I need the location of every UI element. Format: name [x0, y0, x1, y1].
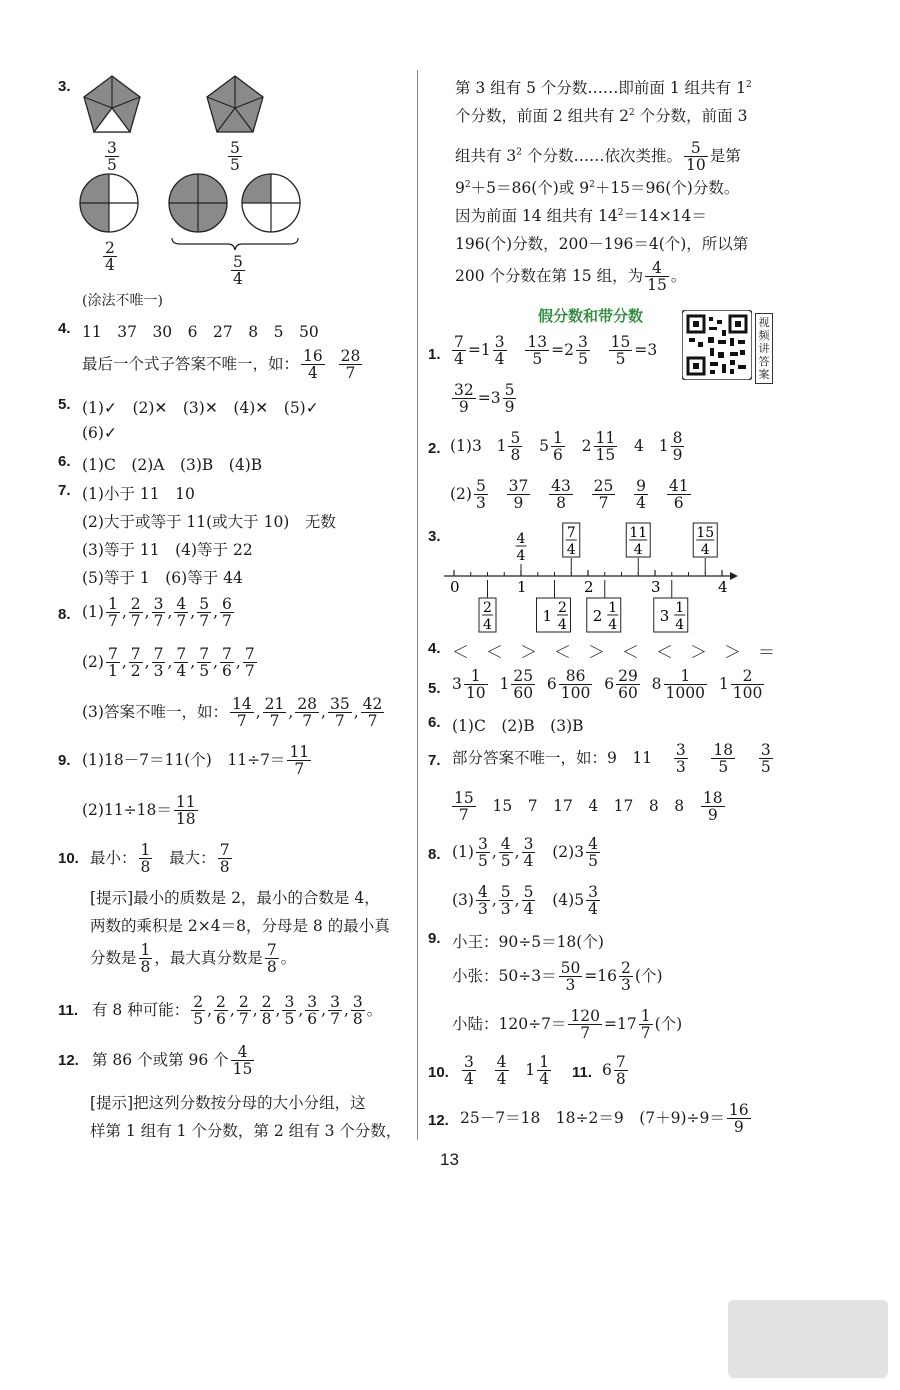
r-q12-number: 12.	[428, 1112, 449, 1129]
number-line-fraction	[674, 600, 685, 633]
number-line-fraction	[563, 523, 580, 558]
svg-text:2: 2	[558, 600, 567, 616]
r-q9-number: 9.	[428, 930, 441, 947]
frac-5-4: $\frac{5}{4}$	[233, 253, 243, 289]
fraction: $\frac{43}{8}$	[551, 477, 571, 513]
q12-number: 12.	[58, 1052, 79, 1069]
circle-2-4	[78, 172, 140, 234]
frac-2-4: $\frac{2}{4}$	[105, 239, 115, 275]
q7-l3: (3)等于 11 (4)等于 22	[82, 541, 253, 559]
q7-l4: (5)等于 1 (6)等于 44	[82, 569, 243, 587]
number-line-fraction	[479, 598, 496, 633]
circle-full	[167, 172, 229, 234]
frac-5-5: $\frac{5}{5}$	[230, 139, 240, 175]
q8-row2: (2) $\frac{7}{1}$ , $\frac{7}{2}$ , $\frac{7}{3}$ , $\frac{7}{4}$ , $\frac{7}{5}$ , $\frac{7}{6}$ , $\frac{7}{7}$	[82, 645, 255, 681]
q10-hint-l1: [提示]最小的质数是 2，最小的合数是 4，	[90, 889, 380, 907]
q6-number: 6.	[58, 453, 71, 470]
fraction: $\frac{7}{3}$	[153, 645, 164, 681]
fraction: $\frac{35}{7}$	[329, 695, 350, 731]
fraction: $\frac{28}{7}$	[297, 695, 318, 731]
fraction: $\frac{21}{7}$	[264, 695, 285, 731]
circle-1-4	[240, 172, 302, 234]
q5-line1: (1)✓ (2)✕ (3)✕ (4)✕ (5)✓	[82, 399, 319, 417]
fraction: $\frac{25}{7}$	[593, 477, 614, 513]
q11-number: 11.	[58, 1002, 79, 1019]
q4-values: 11 37 30 6 27 8 5 50	[82, 323, 319, 341]
r-q5-number: 5.	[428, 680, 441, 697]
number-line-fraction	[626, 523, 650, 558]
r-q9-l2: 小张：50÷3＝ $\frac{50}{3}$ =16 $\frac{2}{3}$ (个)	[452, 959, 663, 995]
q8-row3: (3)答案不唯一，如： $\frac{14}{7}$ , $\frac{21}{7}$ , $\frac{28}{7}$ , $\frac{35}{7}$ , $\frac{42}{7}$	[82, 695, 383, 731]
fraction: $\frac{14}{7}$	[231, 695, 252, 731]
number-line-fraction	[557, 600, 568, 633]
fraction: $\frac{2}{7}$	[130, 595, 141, 631]
tick-label: 3	[651, 578, 661, 596]
axis-arrow-icon	[730, 572, 738, 580]
fraction: $\frac{7}{2}$	[130, 645, 141, 681]
q7-number: 7.	[58, 482, 71, 499]
fraction: $\frac{7}{6}$	[222, 645, 232, 681]
q9-number: 9.	[58, 752, 71, 769]
r-cont-6: 196(个)分数，200－196＝4(个)，所以第	[455, 235, 749, 253]
brace	[170, 236, 300, 252]
svg-text:1: 1	[608, 600, 618, 616]
qr-code-icon[interactable]	[682, 310, 752, 380]
q9-l1: (1)18－7＝11(个) 11÷7＝ $\frac{11}{7}$	[82, 743, 310, 779]
fraction: $\frac{3}{5}$	[284, 993, 295, 1029]
fraction: $\frac{9}{4}$	[636, 477, 647, 513]
q6-text: (1)C (2)A (3)B (4)B	[82, 456, 263, 474]
q3-number: 3.	[58, 78, 71, 95]
r-q5-text: 3 $\frac{1}{10}$ 1 $\frac{25}{60}$ 6 $\frac{86}{100}$ 6 $\frac{29}{60}$ 8 $\frac{1}{1000}$ 1 $\frac{2}{100}$	[452, 667, 763, 703]
q5-line2: (6)✓	[82, 424, 117, 442]
r-q8-row2: (3) $\frac{4}{3}$ , $\frac{5}{3}$ , $\frac{5}{4}$ (4)5 $\frac{3}{4}$	[452, 883, 598, 919]
r-q3-number: 3.	[428, 528, 441, 545]
q9-l2: (2)11÷18＝ $\frac{11}{18}$	[82, 793, 196, 829]
fraction: $\frac{1}{7}$	[107, 595, 118, 631]
svg-text:4: 4	[675, 617, 685, 633]
r-cont-5: 因为前面 14 组共有 $14^2=14\times 14=$	[455, 207, 707, 225]
q12-hint-l1: [提示]把这列分数按分母的大小分组，这	[90, 1094, 366, 1112]
svg-text:4: 4	[608, 617, 618, 633]
q12-answer: 第 86 个或第 96 个 $\frac{4}{15}$	[92, 1043, 253, 1079]
fraction: $\frac{2}{6}$	[216, 993, 226, 1029]
r-q6-text: (1)C (2)B (3)B	[452, 717, 584, 735]
fraction: $\frac{4}{7}$	[176, 595, 187, 631]
fraction: $\frac{5}{7}$	[199, 595, 210, 631]
q10-hint-l3: 分数是 $\frac{1}{8}$ ，最大真分数是 $\frac{7}{8}$ 。	[90, 941, 297, 977]
q5-number: 5.	[58, 396, 71, 413]
svg-text:2: 2	[483, 600, 492, 616]
tick-label: 1	[517, 578, 527, 596]
tick-label: 2	[584, 578, 594, 596]
svg-text:11: 11	[629, 525, 648, 541]
tick-label: 0	[450, 578, 460, 596]
q8-number: 8.	[58, 606, 71, 623]
number-line-fraction	[607, 600, 618, 633]
column-divider	[417, 70, 418, 1140]
fraction: $\frac{7}{1}$	[107, 645, 118, 681]
svg-text:4: 4	[566, 542, 576, 558]
fraction: $\frac{5}{3}$	[475, 477, 486, 513]
r-q11-text: 6 $\frac{7}{8}$	[602, 1053, 626, 1089]
r-q8-row1: (1) $\frac{3}{5}$ , $\frac{4}{5}$ , $\frac{3}{4}$ (2)3 $\frac{4}{5}$	[452, 835, 598, 871]
r-cont-2: 个分数，前面 2 组共有 $2^2$ 个分数，前面 3	[455, 107, 748, 125]
mixed-whole: 1	[542, 607, 553, 625]
r-q9-l1: 小王：90÷5＝18(个)	[452, 933, 604, 951]
q3-note: (涂法不唯一)	[82, 293, 163, 309]
r-q7-row2: $\frac{15}{7}$ 15 7 17 4 17 8 8 $\frac{18}{9}$	[454, 789, 723, 825]
q7-l2: (2)大于或等于 11(或大于 10) 无数	[82, 513, 336, 531]
pentagon-3-5	[80, 72, 144, 138]
r-q1-row1: $\frac{7}{4}$ =1 $\frac{3}{4}$ $\frac{13}{5}$ =2 $\frac{3}{5}$ $\frac{15}{5}$ =3	[454, 333, 658, 369]
mixed-whole: 2	[592, 607, 603, 625]
page-number: 13	[440, 1150, 459, 1169]
fraction: $\frac{3}{7}$	[153, 595, 164, 631]
fraction: $\frac{41}{6}$	[668, 477, 689, 513]
number-line-fraction	[516, 531, 527, 564]
r-cont-3: 组共有 $3^2$ 个分数……依次类推。 $\frac{5}{10}$ 是第	[455, 139, 741, 175]
svg-text:4: 4	[633, 542, 643, 558]
frac-3-5: $\frac{3}{5}$	[107, 139, 117, 175]
svg-text:15: 15	[696, 525, 715, 541]
r-q4-text: ＜ ＜ ＞ ＜ ＞ ＜ ＜ ＞ ＞ ＝	[452, 643, 775, 663]
r-q9-l3: 小陆：120÷7＝ $\frac{120}{7}$ =17 $\frac{1}{7}$ (个)	[452, 1007, 683, 1043]
r-q6-number: 6.	[428, 714, 441, 731]
r-q7-row1: 部分答案不唯一，如：9 11 $\frac{3}{3}$ $\frac{18}{5}$ $\frac{3}{5}$	[452, 741, 771, 777]
tick-label: 4	[718, 578, 728, 596]
r-q1-row2: $\frac{32}{9}$ =3 $\frac{5}{9}$	[454, 381, 515, 417]
svg-text:1: 1	[675, 600, 685, 616]
fraction: $\frac{3}{8}$	[352, 993, 363, 1029]
r-q1-number: 1.	[428, 346, 441, 363]
number-line-fraction	[693, 523, 717, 558]
r-q12-text: 25－7＝18 18÷2＝9 (7＋9)÷9＝ $\frac{16}{9}$	[460, 1101, 749, 1137]
r-q10-text: $\frac{3}{4}$ $\frac{4}{4}$ 1 $\frac{1}{4}$	[464, 1053, 550, 1089]
r-q2-number: 2.	[428, 440, 441, 457]
r-q10-number: 10.	[428, 1064, 449, 1081]
q7-l1: (1)小于 11 10	[82, 485, 195, 503]
section-title: 假分数和带分数	[538, 307, 644, 325]
r-q7-number: 7.	[428, 752, 441, 769]
fraction: $\frac{7}{4}$	[176, 645, 187, 681]
fraction: $\frac{7}{5}$	[199, 645, 210, 681]
q4-line2: 最后一个式子答案不唯一，如： $\frac{16}{4}$ $\frac{28}{7}$	[82, 347, 361, 383]
svg-text:4: 4	[558, 617, 567, 633]
q10-answer: 最小： $\frac{1}{8}$ 最大： $\frac{7}{8}$	[90, 841, 230, 877]
svg-text:4: 4	[700, 542, 710, 558]
svg-text:7: 7	[566, 525, 576, 541]
svg-text:4: 4	[516, 548, 526, 564]
fraction: $\frac{37}{9}$	[508, 477, 529, 513]
r-cont-1: 第 3 组有 5 个分数……即前面 1 组共有 $1^2$	[455, 79, 752, 97]
fraction: $\frac{7}{7}$	[244, 645, 255, 681]
q4-number: 4.	[58, 320, 71, 337]
pentagon-5-5	[203, 72, 267, 138]
svg-text:4: 4	[516, 531, 526, 547]
r-q11-number: 11.	[572, 1064, 593, 1081]
r-q8-number: 8.	[428, 846, 441, 863]
q10-number: 10.	[58, 850, 79, 867]
q12-hint-l2: 样第 1 组有 1 个分数，第 2 组有 3 个分数，	[90, 1122, 402, 1140]
fraction: $\frac{3}{7}$	[330, 993, 340, 1029]
fraction: $\frac{3}{6}$	[307, 993, 318, 1029]
mixed-whole: 3	[659, 607, 670, 625]
fraction: $\frac{42}{7}$	[362, 695, 383, 731]
watermark-mark	[728, 1300, 888, 1378]
fraction: $\frac{2}{5}$	[193, 993, 204, 1029]
fraction: $\frac{2}{7}$	[238, 993, 249, 1029]
r-q2-row2: (2) $\frac{5}{3}$ $\frac{37}{9}$ $\frac{43}{8}$ $\frac{25}{7}$ $\frac{9}{4}$ $\frac{41}{6}$	[450, 477, 689, 513]
q8-row1: (1) $\frac{1}{7}$ , $\frac{2}{7}$ , $\frac{3}{7}$ , $\frac{4}{7}$ , $\frac{5}{7}$ , $\frac{6}{7}$	[82, 595, 232, 631]
fraction: $\frac{6}{7}$	[222, 595, 232, 631]
q11-text: 有 8 种可能： $\frac{2}{5}$ , $\frac{2}{6}$ , $\frac{2}{7}$ , $\frac{2}{8}$ , $\frac{3}{5}$ , $\frac{3}{6}$ , $\frac{3}{7}$ , $\frac{3}{8}$ 。	[92, 993, 383, 1029]
r-cont-4: $9^2+5=86$(个)或 $9^2+15=96$(个)分数。	[455, 179, 740, 197]
r-q2-row1: (1)3 1 $\frac{5}{8}$ 5 $\frac{1}{6}$ 2 $\frac{11}{15}$ 4 1 $\frac{8}{9}$	[450, 429, 683, 465]
q10-hint-l2: 两数的乘积是 2×4＝8，分母是 8 的最小真	[90, 917, 390, 935]
qr-label: 视频讲答案	[755, 313, 773, 384]
svg-text:4: 4	[483, 617, 492, 633]
r-q4-number: 4.	[428, 640, 441, 657]
fraction: $\frac{2}{8}$	[261, 993, 272, 1029]
r-cont-7: 200 个分数在第 15 组，为 $\frac{4}{15}$ 。	[455, 259, 687, 295]
